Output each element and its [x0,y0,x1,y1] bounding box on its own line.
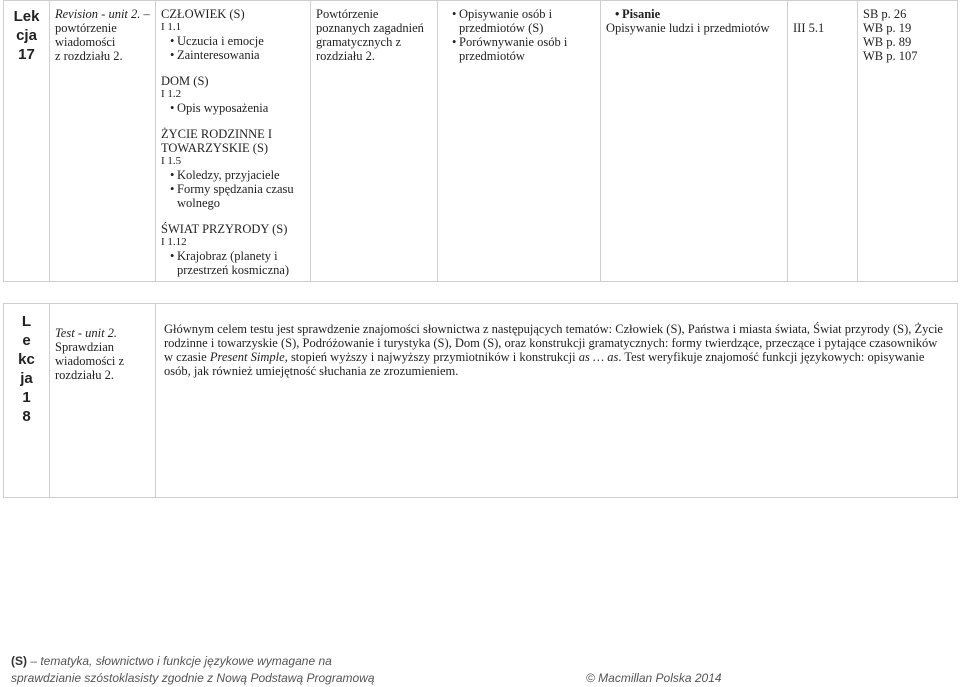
description-emphasis: as … as [578,350,619,364]
lesson-18-table [3,303,958,498]
vocab-item: • Krajobraz (planety i przestrzeń kosmiczna) [177,249,305,277]
lesson-number-cell [4,1,50,282]
vocab-section-title: ŚWIAT PRZYRODY (S) [161,222,288,236]
function-item: • Porównywanie osób i przedmiotów [459,35,595,63]
vocab-section-title: CZŁOWIEK (S) [161,7,245,21]
topic-line: rozdziału 2. [55,368,115,382]
topic-line: Test - unit 2. [55,326,118,340]
grammar-text: Powtórzenie poznanych zagadnień gramatycznych z rozdziału 2. [316,7,424,63]
vocab-section [161,222,305,277]
material-ref: SB p. 26 [863,7,907,21]
topic-line: wiadomości [55,35,116,49]
footer-legend-marker: (S) [11,654,27,668]
curriculum-code-cell [788,1,858,282]
function-item: • Opisywanie osób i przedmiotów (S) [459,7,595,35]
topic-line: Revision - unit 2. – [55,7,150,21]
lesson-label-part: kc [18,351,35,368]
grammar-cell [311,1,438,282]
footer-copyright: © Macmillan Polska 2014 [586,671,722,685]
lesson-label-part: ja [20,370,33,387]
footer-legend-text: – tematyka, słownictwo i funkcje językowe wymagane na [27,654,332,668]
description-emphasis: Present Simple [209,350,285,364]
topic-line: wiadomości z [55,354,125,368]
vocab-section-code: I 1.12 [161,236,187,248]
skill-text: Opisywanie ludzi i przedmiotów [606,21,770,35]
footer-legend [3,653,957,670]
vocab-item: • Formy spędzania czasu wolnego [177,182,305,210]
vocab-section-code: I 1.1 [161,21,182,33]
skill-label: • Pisanie [622,7,782,21]
lesson-label-part: e [22,332,31,349]
lesson-label-part: cja [16,27,37,44]
description-text: , stopień wyższy i najwyższy przymiotników i konstrukcji [284,350,579,364]
lesson-topic-cell [50,304,156,498]
description-text: . Test weryfikuje znajomość funkcji językowych: opisywanie osób, jak również umiejętność słuchania ze zrozumieniem. [164,350,925,378]
functions-cell [438,1,601,282]
lesson-topic-cell [50,1,156,282]
topic-line: z rozdziału 2. [55,49,123,63]
vocab-item: • Zainteresowania [177,48,305,62]
materials-cell [858,1,958,282]
material-ref: WB p. 107 [863,49,918,63]
lesson-label-part: L [21,313,32,330]
lesson-label-part: 1 [22,389,31,406]
lesson-label-part: 8 [22,408,31,425]
vocab-item: • Opis wyposażenia [177,101,305,115]
lesson-17-table [3,0,958,282]
vocab-section-title: ŻYCIE RODZINNE I TOWARZYSKIE (S) [161,127,273,155]
vocabulary-cell [156,1,311,282]
vocab-item: • Koledzy, przyjaciele [177,168,305,182]
description-text: Głównym celem testu jest sprawdzenie znajomości słownictwa z następujących tematów: Człowiek (S), Państwa i miasta świata, Świat przyrody (S), Życie rodzinne i towarzyskie (S), Podróżowanie i turystyka (S), Dom (S), oraz konstrukcji gramatycznych: formy twierdzące, przeczące i pytające czasowników w czasie [164,322,943,364]
lesson-label-part: 17 [18,46,35,63]
vocab-section-code: I 1.2 [161,88,182,100]
lesson-number-cell [4,304,50,498]
vocab-section [161,7,305,62]
vocab-section-code: I 1.5 [161,155,182,167]
test-description-cell [156,304,958,498]
material-ref: WB p. 19 [863,21,912,35]
lesson-label-part: Lek [13,8,40,25]
vocab-item: • Uczucia i emocje [177,34,305,48]
page-footer [3,653,957,687]
topic-line: Sprawdzian [55,340,115,354]
curriculum-code: III 5.1 [793,21,825,35]
vocab-section [161,74,305,115]
skills-cell [601,1,788,282]
vocab-section-title: DOM (S) [161,74,209,88]
footer-legend-line2: sprawdzianie szóstoklasisty zgodnie z Nową Podstawą Programową [11,671,375,685]
vocab-section [161,127,305,210]
material-ref: WB p. 89 [863,35,912,49]
topic-line: powtórzenie [55,21,117,35]
